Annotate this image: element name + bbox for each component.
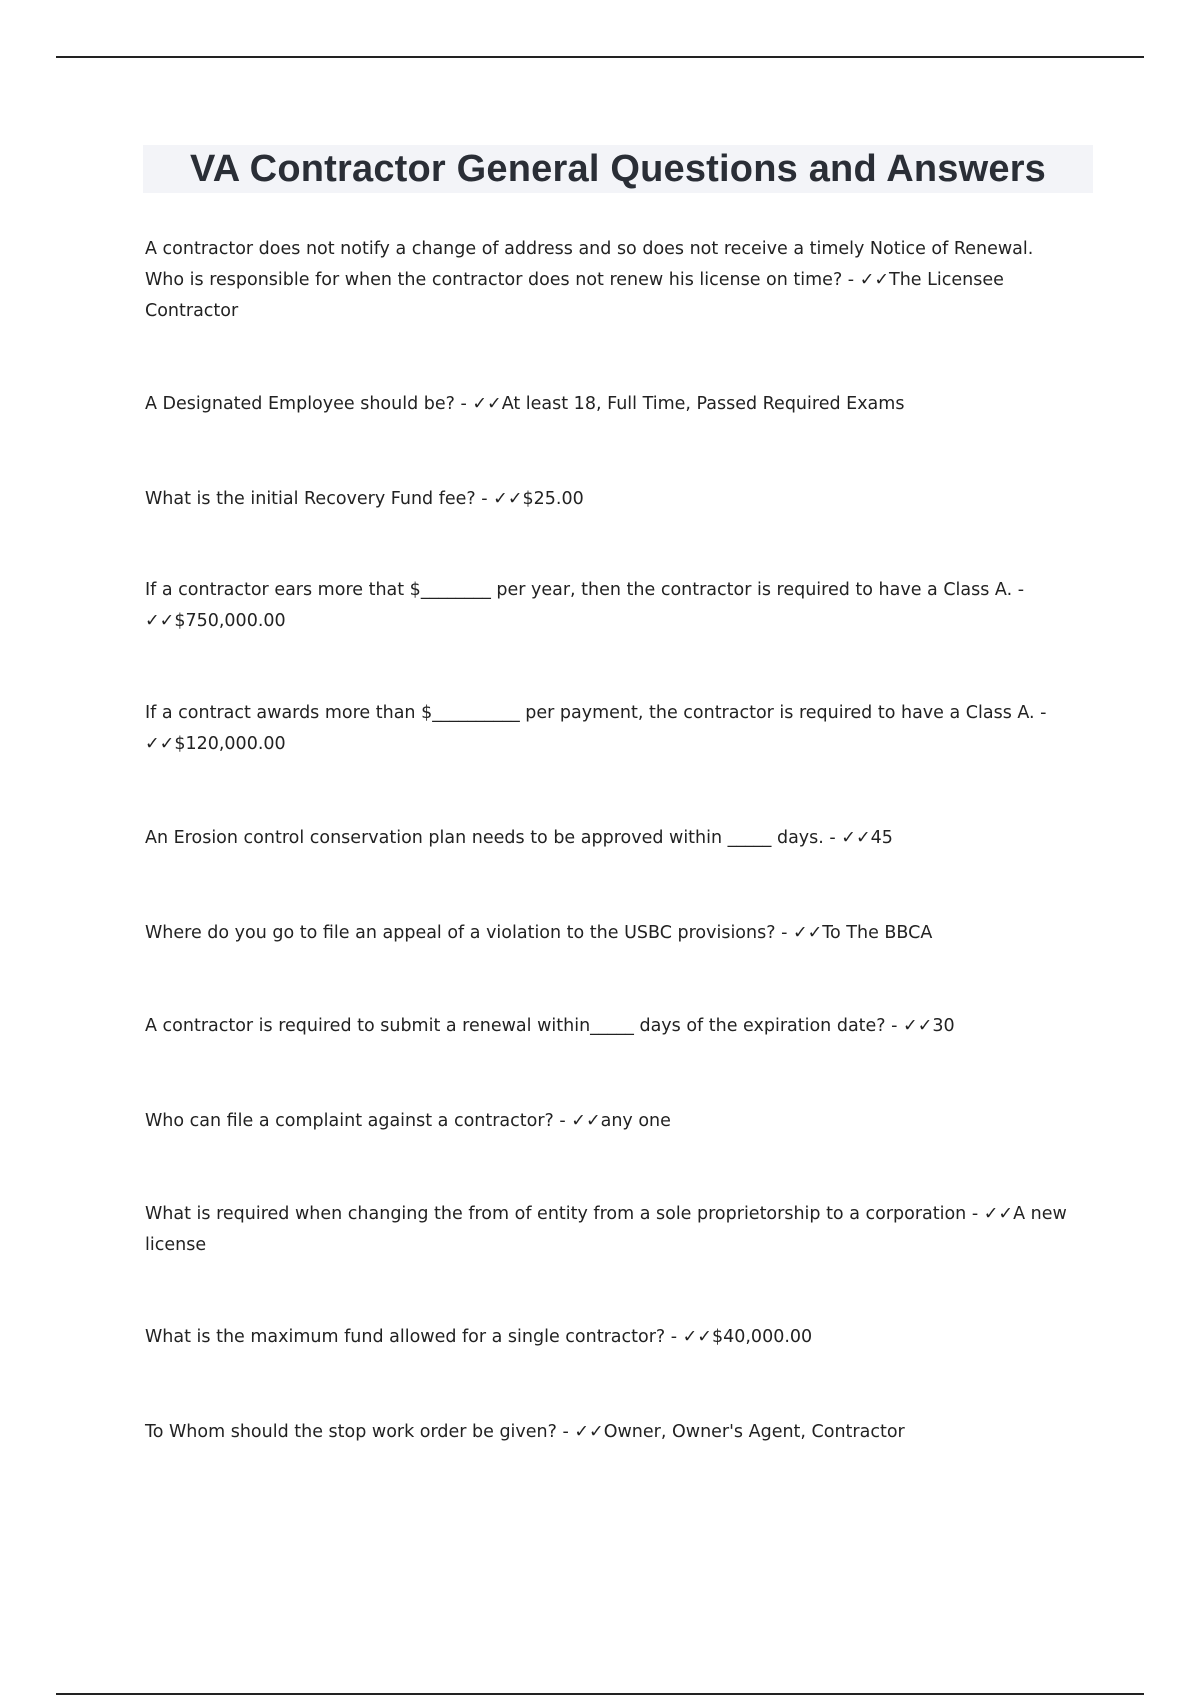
answer-text: A new license bbox=[145, 1204, 1067, 1255]
qa-item bbox=[145, 1106, 1070, 1137]
separator: - bbox=[454, 394, 473, 414]
separator: - bbox=[966, 1204, 984, 1224]
separator: - bbox=[885, 1016, 904, 1036]
double-check-icon: ✓✓ bbox=[792, 923, 823, 943]
question-text: A contractor is required to submit a renewal within_____ days of the expiration date? bbox=[145, 1016, 886, 1036]
separator: - bbox=[553, 1111, 572, 1131]
double-check-icon: ✓✓ bbox=[903, 1016, 933, 1036]
qa-item bbox=[145, 389, 1070, 420]
double-check-icon: ✓✓ bbox=[983, 1204, 1014, 1224]
answer-text: $120,000.00 bbox=[174, 734, 286, 754]
qa-item bbox=[145, 234, 1070, 327]
answer-text: $40,000.00 bbox=[711, 1327, 813, 1347]
separator: - bbox=[1012, 580, 1025, 600]
double-check-icon: ✓✓ bbox=[859, 270, 890, 290]
answer-text: At least 18, Full Time, Passed Required Exams bbox=[501, 394, 905, 414]
question-text: What is required when changing the from of entity from a sole proprietorship to a corporation bbox=[145, 1204, 967, 1224]
question-text: An Erosion control conservation plan needs to be approved within _____ days. bbox=[145, 828, 824, 848]
question-text: Who can file a complaint against a contractor? bbox=[145, 1111, 554, 1131]
qa-item bbox=[145, 1322, 1070, 1353]
double-check-icon: ✓✓ bbox=[841, 828, 871, 848]
answer-text: $25.00 bbox=[522, 489, 584, 509]
qa-item bbox=[145, 918, 1070, 949]
question-text: Where do you go to file an appeal of a violation to the USBC provisions? bbox=[145, 923, 776, 943]
qa-item bbox=[145, 1199, 1070, 1261]
title-banner bbox=[143, 145, 1093, 193]
answer-text: any one bbox=[600, 1111, 671, 1131]
answer-text: Owner, Owner's Agent, Contractor bbox=[603, 1422, 905, 1442]
question-text: If a contract awards more than $__________ per payment, the contractor is required to have a Class A. bbox=[145, 703, 1035, 723]
document-title: VA Contractor General Questions and Answers bbox=[189, 147, 1047, 190]
double-check-icon: ✓✓ bbox=[145, 611, 175, 631]
separator: - bbox=[842, 270, 860, 290]
double-check-icon: ✓✓ bbox=[472, 394, 502, 414]
answer-text: The Licensee Contractor bbox=[145, 270, 1004, 321]
qa-item bbox=[145, 698, 1070, 760]
separator: - bbox=[1034, 703, 1047, 723]
answer-text: 30 bbox=[932, 1016, 955, 1036]
double-check-icon: ✓✓ bbox=[574, 1422, 604, 1442]
separator: - bbox=[823, 828, 842, 848]
separator: - bbox=[556, 1422, 575, 1442]
question-text: What is the initial Recovery Fund fee? bbox=[145, 489, 476, 509]
question-text: To Whom should the stop work order be given? bbox=[145, 1422, 557, 1442]
double-check-icon: ✓✓ bbox=[493, 489, 523, 509]
answer-text: 45 bbox=[870, 828, 893, 848]
question-text: A contractor does not notify a change of address and so does not receive a timely Notice of Renewal. Who is responsible for when the contractor does not renew his license on time? bbox=[145, 239, 1034, 290]
separator: - bbox=[475, 489, 494, 509]
qa-item bbox=[145, 1417, 1070, 1448]
double-check-icon: ✓✓ bbox=[682, 1327, 712, 1347]
qa-item bbox=[145, 484, 1070, 515]
question-text: What is the maximum fund allowed for a single contractor? bbox=[145, 1327, 666, 1347]
answer-text: To The BBCA bbox=[822, 923, 933, 943]
double-check-icon: ✓✓ bbox=[571, 1111, 601, 1131]
bottom-rule bbox=[56, 1693, 1144, 1695]
top-rule bbox=[56, 56, 1144, 58]
double-check-icon: ✓✓ bbox=[145, 734, 175, 754]
question-text: A Designated Employee should be? bbox=[145, 394, 455, 414]
qa-item bbox=[145, 575, 1070, 637]
separator: - bbox=[775, 923, 793, 943]
qa-item bbox=[145, 823, 1070, 854]
qa-item bbox=[145, 1011, 1070, 1042]
separator: - bbox=[665, 1327, 683, 1347]
question-text: If a contractor ears more that $________ per year, then the contractor is required to have a Class A. bbox=[145, 580, 1013, 600]
answer-text: $750,000.00 bbox=[174, 611, 286, 631]
